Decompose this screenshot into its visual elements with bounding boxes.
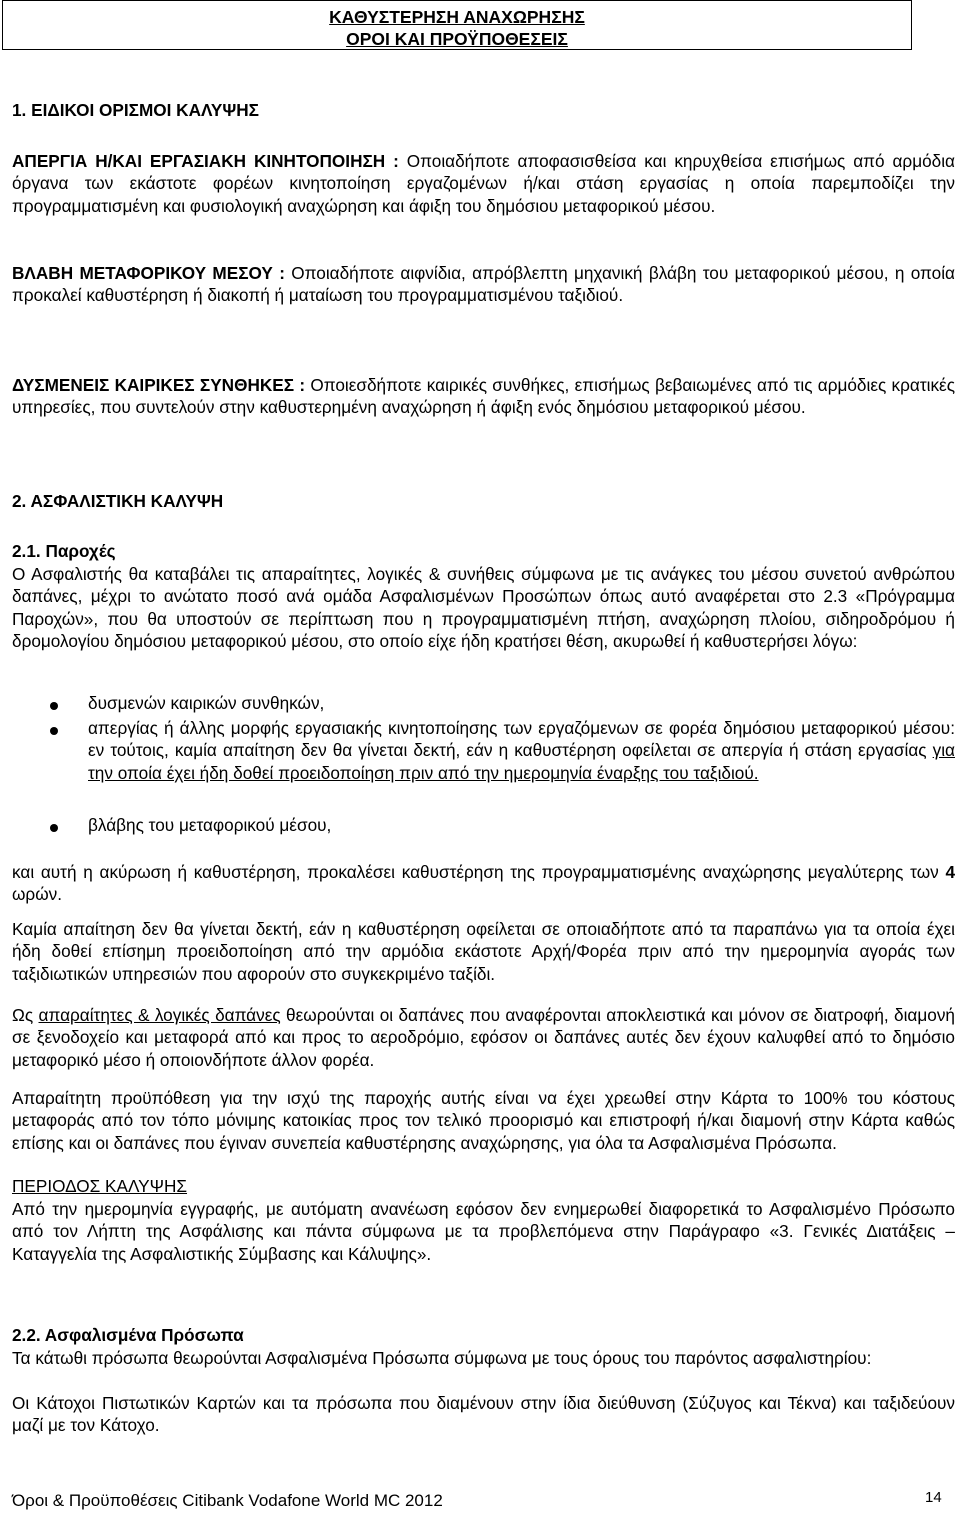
expenses-paragraph [12,1004,955,1071]
bullet-dot-2 [50,727,58,735]
subsection-2-1-heading [12,540,955,562]
bullet-breakdown-text: βλάβης του μεταφορικού μέσου, [88,815,332,835]
bullet-strike [88,717,955,784]
bullet-breakdown [88,814,955,836]
card-holders-text: Οι Κάτοχοι Πιστωτικών Καρτών και τα πρόσωπα που διαμένουν στην ίδια διεύθυνση (Σύζυγος και Τέκνα) και ταξιδεύουν μαζί με τον Κάτοχο. [12,1393,955,1436]
bullet-dot-1 [50,702,58,710]
coverage-period-heading [12,1175,955,1197]
coverage-period-heading-text: ΠΕΡΙΟΔΟΣ ΚΑΛΥΨΗΣ [12,1176,188,1196]
condition-paragraph [12,1087,955,1154]
subsection-2-2-heading-text: 2.2. Ασφαλισμένα Πρόσωπα [12,1325,244,1345]
coverage-period-paragraph [12,1198,955,1265]
section-2-heading [12,490,955,512]
benefits-paragraph [12,563,955,652]
insured-persons-paragraph [12,1347,955,1369]
delay-condition-end: ωρών. [12,884,62,905]
bullet-strike-underlined: για την οποία έχει ήδη δοθεί προειδοποίηση πριν από την ημερομηνία έναρξης του ταξιδιού. [88,740,955,783]
expenses-text: θεωρούνται οι δαπάνες που αναφέρονται αποκλειστικά και μόνον σε διατροφή, διαμονή σε ξενοδοχείο και μεταφορά από και προς το αεροδρόμιο, εφόσον οι δαπάνες αυτές δεν έχουν καλυφθεί από το δημόσιο μεταφορικό μέσο ή οποιονδήποτε άλλον φορέα. [12,1005,955,1070]
expenses-prefix: Ως [12,1005,39,1025]
delay-hours: 4 [945,862,955,882]
definition-strike [12,150,955,217]
condition-text: Απαραίτητη προϋπόθεση για την ισχύ της παροχής αυτής είναι να έχει χρεωθεί στην Κάρτα το 100% του κόστους μεταφοράς από τον τόπο μόνιμης κατοικίας προς τον τελικό προορισμό και επιστροφή ή/και διαμονή στην Κάρτα καθώς επίσης και οι δαπάνες που έγιναν συνεπεία καθυστέρησης αναχώρησης, για όλα τα Ασφαλισμένα Πρόσωπα. [12,1088,955,1153]
card-holders-paragraph [12,1392,955,1437]
claim-exclusion-paragraph [12,918,955,985]
page-number: 14 [925,1489,942,1506]
bullet-strike-text: απεργίας ή άλλης μορφής εργασιακής κινητοποίησης των εργαζόμενων σε φορέα δημόσιου μεταφορικού μέσου: εν τούτοις, καμία απαίτηση δεν θα γίνεται δεκτή, εάν η καθυστέρηση οφείλεται σε απεργία ή στάση εργασίας [88,718,955,761]
definition-strike-text: Οποιαδήποτε αποφασισθείσα και κηρυχθείσα επισήμως από αρμόδια όργανα των εκάστοτε φορέων κινητοποίηση εργαζομένων ή/και στάση εργασίας η οποία παρεμποδίζει την προγραμματισμένη και φυσιολογική αναχώρηση και άφιξη του δημόσιου μεταφορικού μέσου. [12,151,955,216]
expenses-term: απαραίτητες & λογικές δαπάνες [38,1005,281,1025]
claim-exclusion-text: Καμία απαίτηση δεν θα γίνεται δεκτή, εάν η καθυστέρηση οφείλεται σε οποιαδήποτε από τα παραπάνω για τα οποία έχει ήδη δοθεί επίσημη προειδοποίηση από την αρμόδια εκάστοτε Αρχή/Φορέα πριν από την ημερομηνία αγοράς των ταξιδιωτικών υπηρεσιών που αφορούν στο συγκεκριμένο ταξίδι. [12,919,955,984]
insured-persons-text: Τα κάτωθι πρόσωπα θεωρούνται Ασφαλισμένα Πρόσωπα σύμφωνα με τους όρους του παρόντος ασφαλιστηρίου: [12,1348,872,1368]
definition-strike-term: ΑΠΕΡΓΙΑ Η/ΚΑΙ ΕΡΓΑΣΙΑΚΗ ΚΙΝΗΤΟΠΟΙΗΣΗ : [12,151,399,171]
definition-breakdown [12,262,955,307]
bullet-weather [88,692,955,714]
section-1-heading-text: 1. ΕΙΔΙΚΟΙ ΟΡΙΣΜΟΙ ΚΑΛΥΨΗΣ [12,100,260,120]
delay-condition-paragraph [12,861,955,906]
title-line-2: ΟΡΟΙ ΚΑΙ ΠΡΟΫΠΟΘΕΣΕΙΣ [346,29,568,49]
definition-breakdown-term: ΒΛΑΒΗ ΜΕΤΑΦΟΡΙΚΟΥ ΜΕΣΟΥ : [12,263,285,283]
definition-weather-text: Οποιεσδήποτε καιρικές συνθήκες, επισήμως βεβαιωμένες από τις αρμόδιες κρατικές υπηρεσίες, που συντελούν στην καθυστερημένη αναχώρηση ή άφιξη ενός δημόσιου μεταφορικού μέσου. [12,375,955,418]
bullet-weather-text: δυσμενών καιρικών συνθηκών, [88,693,325,713]
definition-weather [12,374,955,419]
footer-text: Όροι & Προϋποθέσεις Citibank Vodafone World MC 2012 [12,1491,443,1510]
delay-condition-text: και αυτή η ακύρωση ή καθυστέρηση, προκαλέσει καθυστέρηση της προγραμματισμένης αναχώρησης μεγαλύτερης των [12,862,946,882]
section-2-heading-text: 2. ΑΣΦΑΛΙΣΤΙΚΗ ΚΑΛΥΨΗ [12,491,224,511]
benefits-paragraph-text: Ο Ασφαλιστής θα καταβάλει τις απαραίτητες, λογικές & συνήθεις σύμφωνα με τις ανάγκες του μέσου συνετού ανθρώπου δαπάνες, μέχρι το ανώτατο ποσό ανά ομάδα Ασφαλισμένων Προσώπων όπως αυτό αναφέρεται στο 2.3 «Πρόγραμμα Παροχών», που θα υποστούν σε περίπτωση που η προγραμματισμένη πτήση, αναχώρηση πλοίου, σιδηροδρόμου ή δρομολογίου δημόσιου μεταφορικού μέσου, στο οποίο είχε ήδη κρατήσει θέση, ακυρωθεί ή καθυστερήσει λόγω: [12,564,955,651]
section-1-heading [12,99,955,121]
bullet-dot-3 [50,824,58,832]
coverage-period-text: Από την ημερομηνία εγγραφής, με αυτόματη ανανέωση εφόσον δεν ενημερωθεί διαφορετικά το Ασφαλισμένο Πρόσωπο από τον Λήπτη της Ασφάλισης και πάντα σύμφωνα με τα προβλεπόμενα στην Παράγραφο «3. Γενικές Διατάξεις – Καταγγελία της Ασφαλιστικής Σύμβασης και Κάλυψης». [12,1199,955,1264]
definition-breakdown-text: Οποιαδήποτε αιφνίδια, απρόβλεπτη μηχανική βλάβη του μεταφορικού μέσου, η οποία προκαλεί καθυστέρηση ή διακοπή ή ματαίωση του προγραμματισμένου ταξιδιού. [12,263,955,306]
definition-weather-term: ΔΥΣΜΕΝΕΙΣ ΚΑΙΡΙΚΕΣ ΣΥΝΘΗΚΕΣ : [12,375,306,395]
title-line-1: ΚΑΘΥΣΤΕΡΗΣΗ ΑΝΑΧΩΡΗΣΗΣ [329,7,585,27]
subsection-2-1-heading-text: 2.1. Παροχές [12,541,116,561]
title-box [2,0,912,50]
subsection-2-2-heading [12,1324,955,1346]
